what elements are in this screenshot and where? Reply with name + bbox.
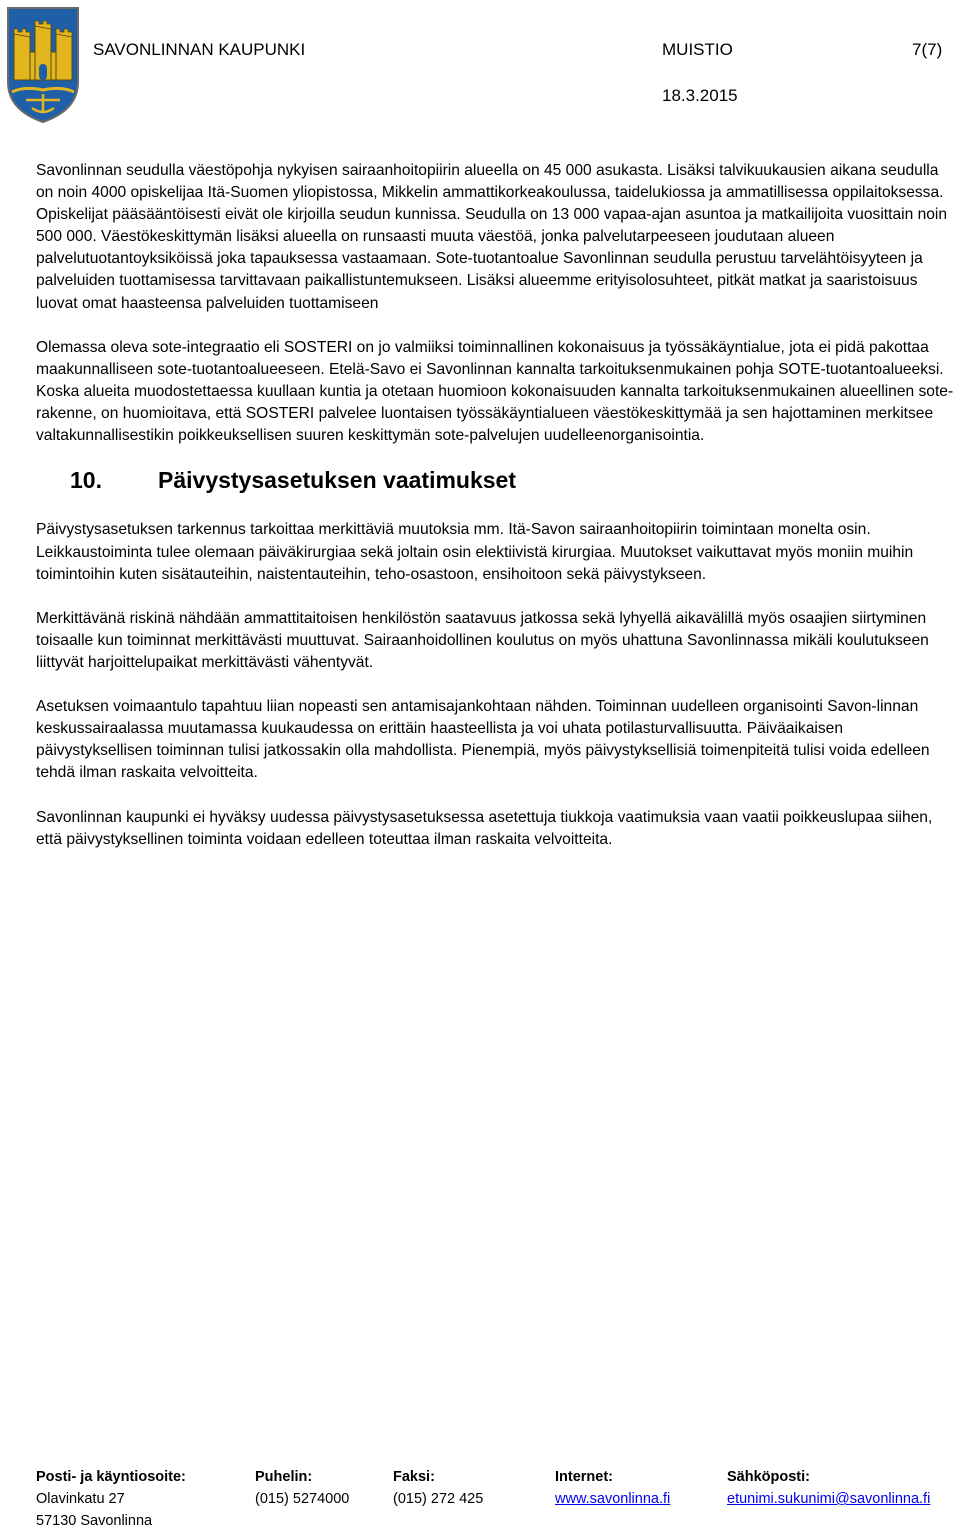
section-heading — [36, 467, 956, 494]
website-link[interactable]: www.savonlinna.fi — [555, 1491, 671, 1507]
paragraph: Asetuksen voimaantulo tapahtuu liian nopeasti sen antamisajankohtaan nähden. Toiminnan uudelleen organisointi Savon-linnan keskussairaalassa muutamassa kuukaudessa on erittäin haasteellista ja voi uhata potilasturvallisuutta. Päiväaikaisen päivystyksellisen toiminnan tulisi jatkossakin olla mahdollista. Pienempiä, myös päivystyksellisiä toimenpiteitä tulisi voida edelleen tehdä ilman raskaita velvoitteita. — [36, 698, 930, 782]
footer-phone — [255, 1466, 349, 1510]
footer-internet — [555, 1466, 670, 1510]
section-title: Päivystysasetuksen vaatimukset — [158, 467, 516, 494]
document-type: MUISTIO — [662, 40, 733, 59]
section-number: 10. — [70, 467, 102, 494]
internet-label: Internet: — [555, 1469, 613, 1485]
phone-label: Puhelin: — [255, 1469, 313, 1485]
paragraph: Savonlinnan seudulla väestöpohja nykyisen sairaanhoitopiirin alueella on 45 000 asukasta. Lisäksi talvikuukausien aikana seudulla on noin 4000 opiskelijaa Itä-Suomen yliopistossa, Mikkelin ammattikorkeakoulussa, taidelukiossa ja ammatillisessa oppilaitoksessa. Opiskelijat pääsääntöisesti eivät ole kirjoilla seudun kunnissa. Seudulla on 13 000 vapaa-ajan asuntoa ja matkailijoita vuosittain noin 500 000. Väestökeskittymän lisäksi alueella on runsaasti muuta väestöä, jonka palvelutarpeeseen joudutaan alueen palvelutuotantoyksiköissä joka tapauksessa vastaamaan. Sote-tuotantoalue Savonlinnan seudulla perustuu tarvelähtöisyyteen ja palveluiden tuottamisessa tarvittavaan paikallistuntemukseen. Lisäksi alueemme erityisolosuhteet, pitkät matkat ja saaristoisuus luovat omat haasteensa palveluiden tuottamiseen — [36, 162, 948, 312]
address-label: Posti- ja käyntiosoite: — [36, 1469, 186, 1485]
fax-label: Faksi: — [393, 1469, 435, 1485]
address-line2: 57130 Savonlinna — [36, 1513, 153, 1529]
paragraph: Päivystysasetuksen tarkennus tarkoittaa merkittäviä muutoksia mm. Itä-Savon sairaanhoitopiirin toimintaan monelta osin. Leikkaustoiminta tulee olemaan päiväkirurgiaa sekä joltain osin elektiivistä kirurgiaa. Muutokset vaikuttavat myös moniin muihin toimintoihin kuten sisätauteihin, naistentauteihin, teho-osastoon, ensihoitoon sekä päivystykseen. — [36, 521, 914, 583]
fax-number: (015) 272 425 — [393, 1491, 484, 1507]
organization-name: SAVONLINNAN KAUPUNKI — [93, 40, 306, 59]
phone-number: (015) 5274000 — [255, 1491, 350, 1507]
email-link[interactable]: etunimi.sukunimi@savonlinna.fi — [727, 1491, 931, 1507]
footer-address — [36, 1466, 186, 1532]
address-line1: Olavinkatu 27 — [36, 1491, 125, 1507]
paragraph: Savonlinnan kaupunki ei hyväksy uudessa päivystysasetuksessa asetettuja tiukkoja vaatimuksia vaan vaatii poikkeuslupaa siihen, että päivystyksellinen toiminta voidaan edelleen toteuttaa ilman raskaita velvoitteita. — [36, 808, 933, 848]
footer-email — [727, 1466, 930, 1510]
city-coat-of-arms-logo — [4, 4, 82, 124]
footer-fax — [393, 1466, 483, 1510]
email-label: Sähköposti: — [727, 1469, 810, 1485]
paragraph: Merkittävänä riskinä nähdään ammattitaitoisen henkilöstön saatavuus jatkossa sekä lyhyellä aikavälillä myös osaajien siirtyminen toisaalle kun toiminnat merkittävästi muuttuvat. Sairaanhoidollinen koulutus on myös uhattuna Savonlinnassa mikäli koulutukseen liittyvät harjoittelupaikat merkittävästi vähentyvät. — [36, 609, 929, 671]
document-body — [36, 160, 956, 873]
page-number: 7(7) — [912, 40, 943, 59]
paragraph: Olemassa oleva sote-integraatio eli SOSTERI on jo valmiiksi toiminnallinen kokonaisuus ja työssäkäyntialue, jota ei pidä pakottaa maakunnalliseen sote-tuotantoalueeseen. Etelä-Savo ei Savonlinnan kannalta tarkoituksenmukainen pohja SOTE-tuotantoalueeksi. Koska alueita muodostettaessa kuullaan kuntia ja otetaan huomioon kokonaisuuden kannalta tarkoituksenmukainen alueellinen sote-rakenne, on huomioitava, että SOSTERI palvelee luontaisen työssäkäyntialueen väestökeskittymää ja sen hajottaminen merkitsee valtakunnallisestikin poikkeuksellisen suuren keskittymän sote-palvelujen uudelleenorganisointia. — [36, 338, 954, 445]
document-date: 18.3.2015 — [662, 86, 738, 105]
